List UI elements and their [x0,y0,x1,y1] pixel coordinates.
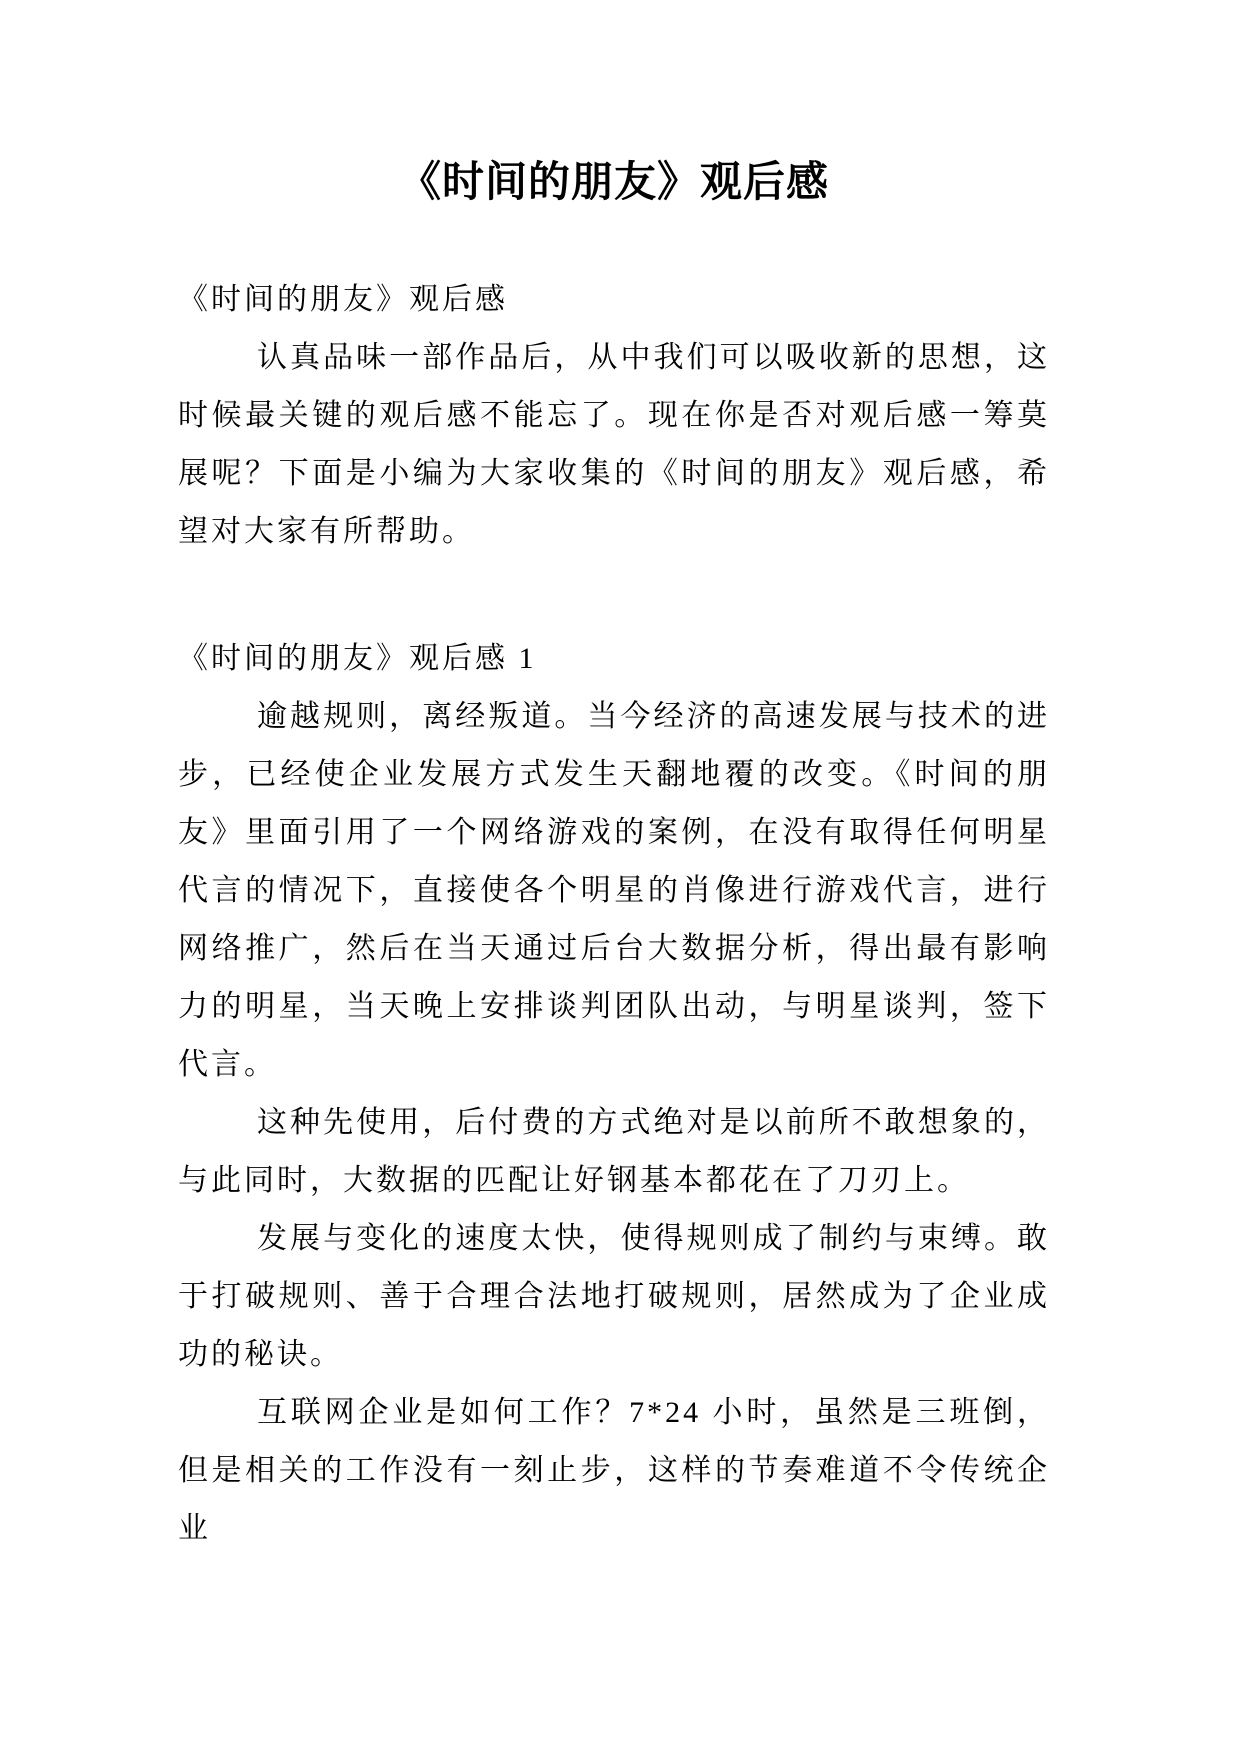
section-paragraph-3: 发展与变化的速度太快，使得规则成了制约与束缚。敢于打破规则、善于合理合法地打破规则，居然成为了企业成功的秘诀。 [178,1222,1050,1371]
section-paragraph-1: 逾越规则，离经叛道。当今经济的高速发展与技术的进步，已经使企业发展方式发生天翻地覆的改变。《时间的朋友》里面引用了一个网络游戏的案例，在没有取得任何明星代言的情况下，直接使各个明星的肖像进行游戏代言，进行网络推广，然后在当天通过后台大数据分析，得出最有影响力的明星，当天晚上安排谈判团队出动，与明星谈判，签下代言。 [178,700,1050,1081]
section-heading: 《时间的朋友》观后感 1 [178,642,537,675]
document-title: 《时间的朋友》观后感 [398,160,829,206]
section-paragraph-4: 互联网企业是如何工作？7*24 小时，虽然是三班倒，但是相关的工作没有一刻止步，这样的节奏难道不令传统企业 [178,1396,1050,1545]
section-paragraph-2: 这种先使用，后付费的方式绝对是以前所不敢想象的，与此同时，大数据的匹配让好钢基本都花在了刀刃上。 [178,1106,1050,1197]
document-subtitle: 《时间的朋友》观后感 [178,283,508,316]
document-content [178,0,1050,1558]
intro-paragraph: 认真品味一部作品后，从中我们可以吸收新的思想，这时候最关键的观后感不能忘了。现在你是否对观后感一筹莫展呢？下面是小编为大家收集的《时间的朋友》观后感，希望对大家有所帮助。 [178,341,1050,548]
